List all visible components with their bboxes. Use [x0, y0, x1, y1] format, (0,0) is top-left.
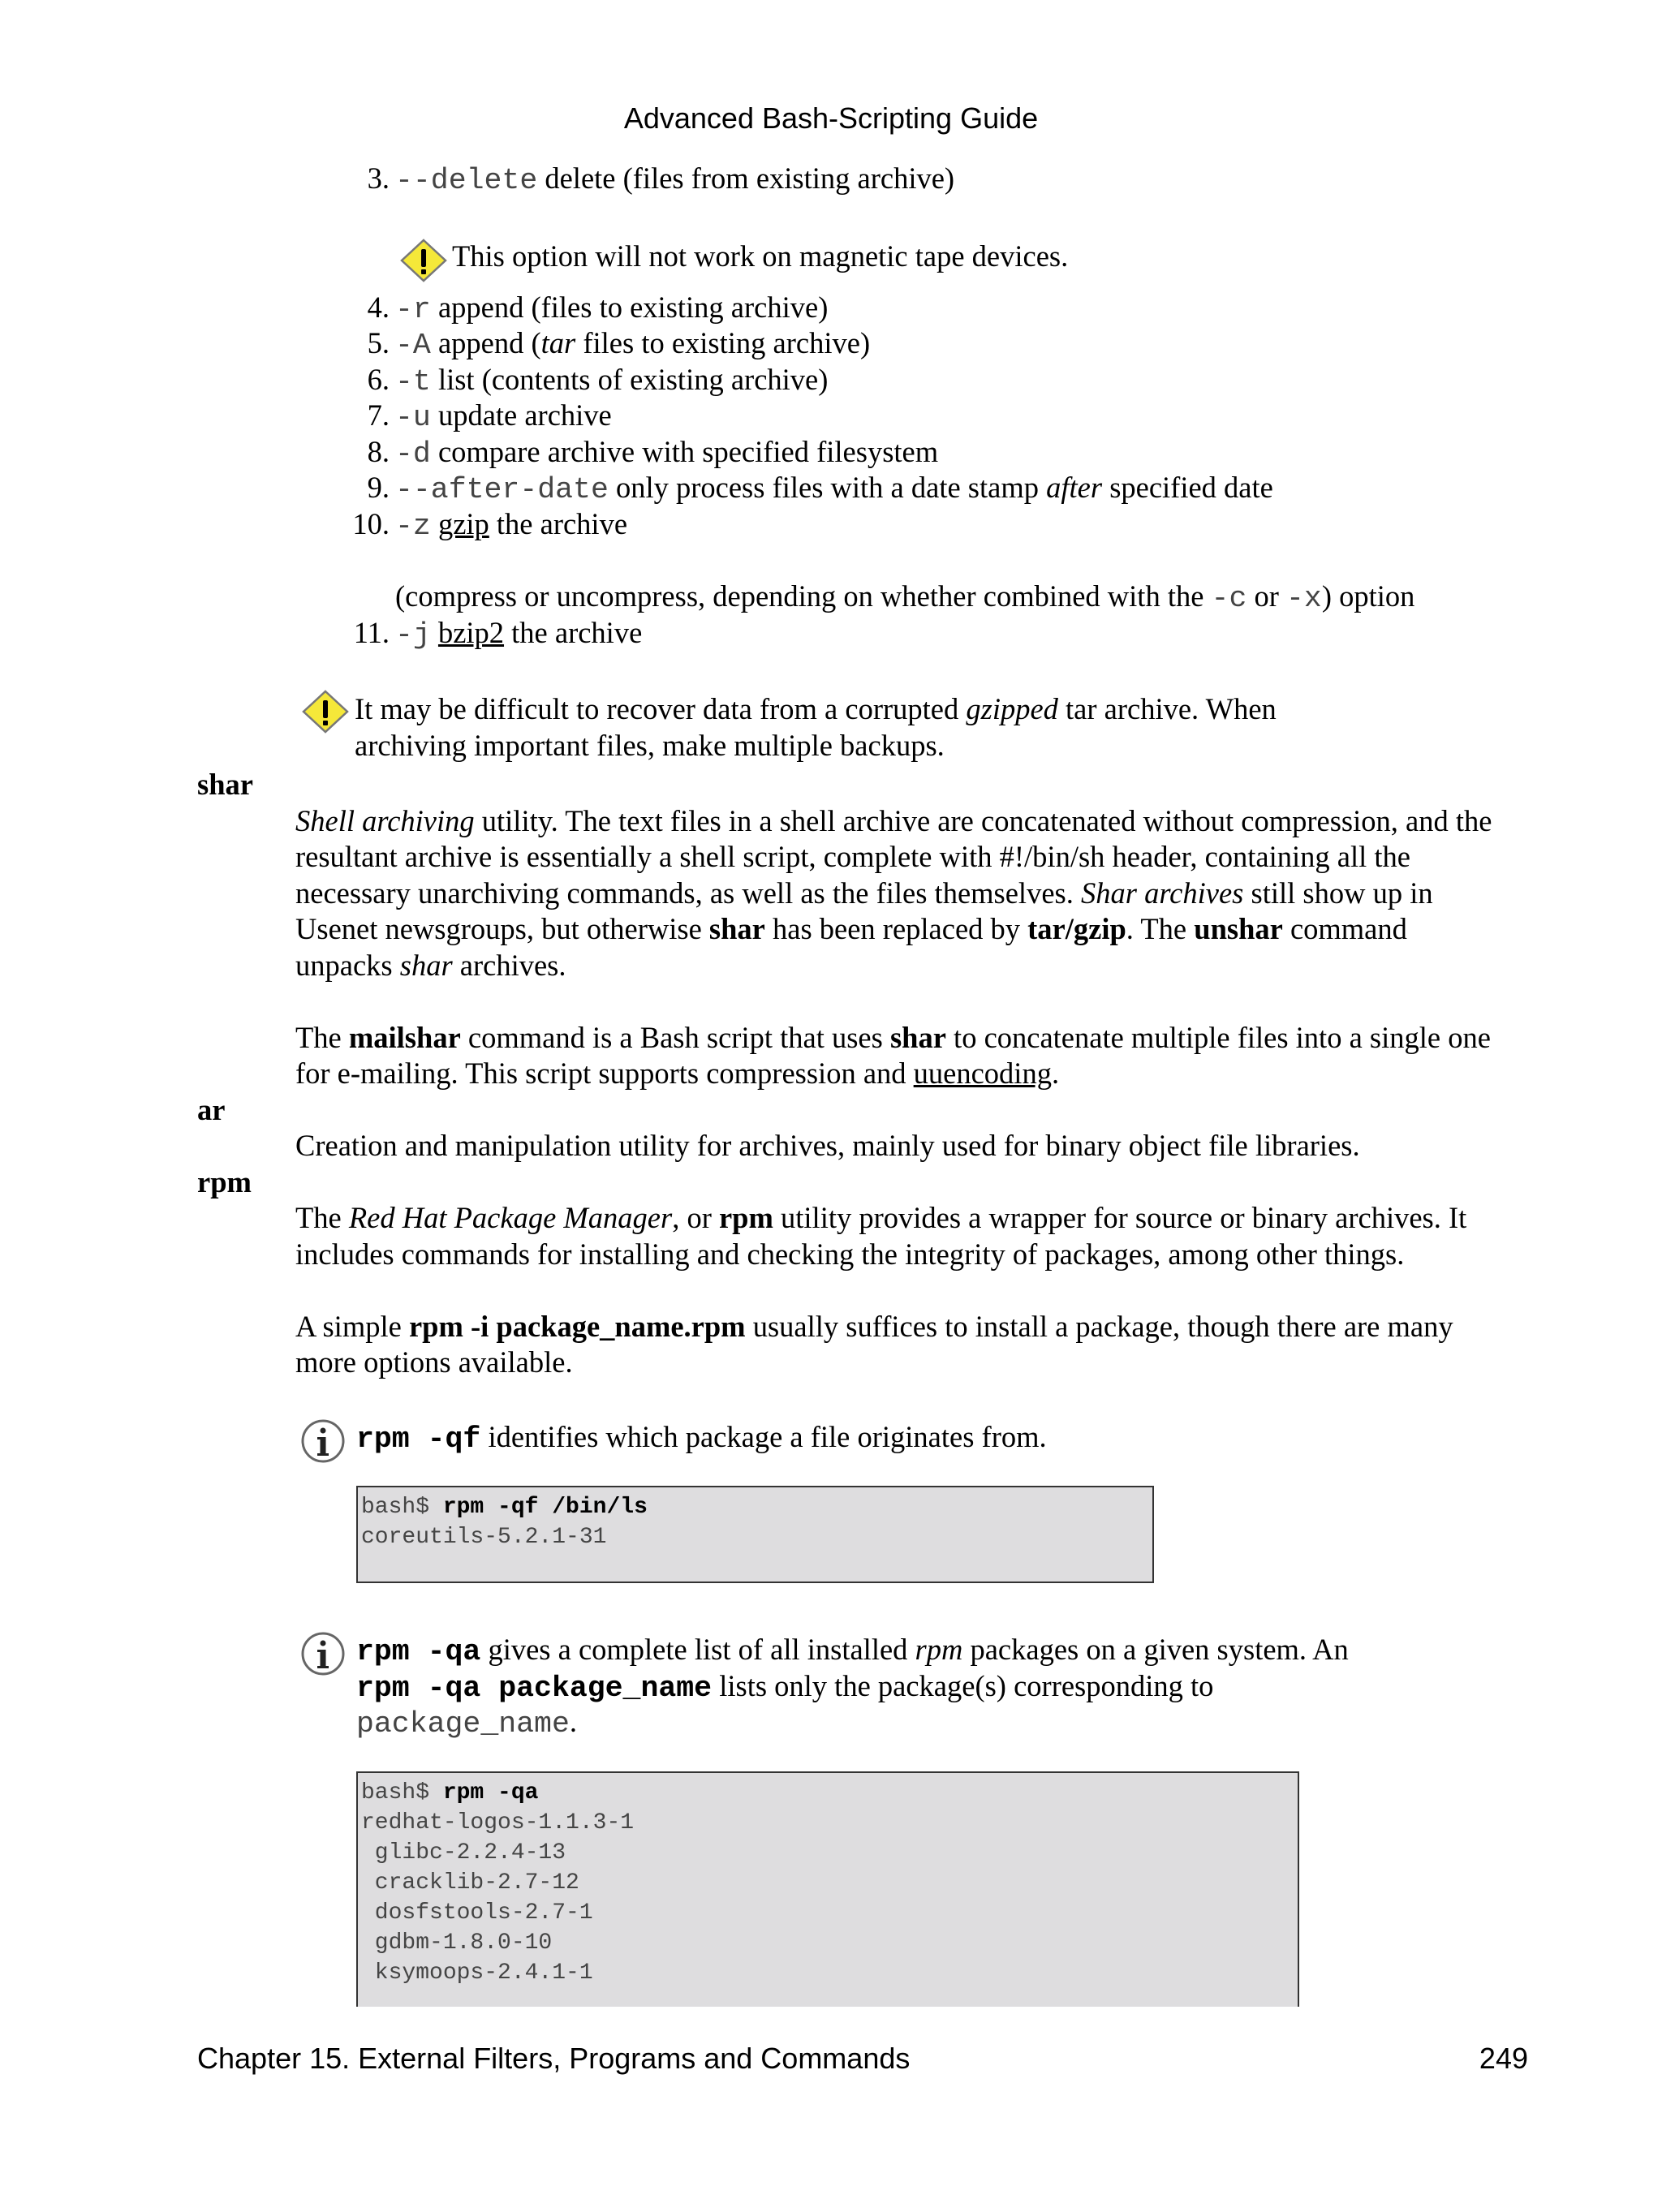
option-flag: --after-date [395, 473, 609, 506]
option-flag: -z [395, 510, 431, 543]
footer-chapter: Chapter 15. External Filters, Programs and Commands [197, 2042, 911, 2075]
option-flag: -t [395, 365, 431, 398]
info-icon [300, 1631, 346, 1676]
warning-icon [302, 690, 349, 734]
uuencoding-link[interactable]: uuencoding [913, 1057, 1052, 1090]
page-header-title: Advanced Bash-Scripting Guide [623, 101, 1039, 135]
warning-text: This option will not work on magnetic tape devices. [452, 239, 1069, 273]
info-icon [300, 1418, 346, 1464]
code-block: bash$ rpm -qa redhat-logos-1.1.3-1 glibc-2.2.4-13 cracklib-2.7-12 dosfstools-2.7-1 gdbm-1.8.0-10 ksymoops-2.4.1-1 [356, 1771, 1299, 2007]
option-flag: -r [395, 293, 431, 326]
list-item-note: (compress or uncompress, depending on whether combined with the -c or -x) option [395, 579, 1415, 615]
term-rpm: rpm [197, 1165, 252, 1199]
option-flag: -A [395, 329, 431, 362]
option-flag: -d [395, 437, 431, 471]
bzip2-link[interactable]: bzip2 [437, 616, 505, 649]
term-ar: ar [197, 1093, 226, 1126]
option-flag: --delete [395, 164, 538, 197]
warning-icon [400, 239, 447, 282]
warning-text: archiving important files, make multiple backups. [355, 729, 945, 762]
warning-text: It may be difficult to recover data from a corrupted gzipped tar archive. When [355, 692, 1277, 725]
page-number: 249 [1479, 2042, 1528, 2075]
code-block: bash$ rpm -qf /bin/ls coreutils-5.2.1-31 [356, 1486, 1154, 1583]
option-flag: -j [395, 618, 431, 652]
ar-description: Creation and manipulation utility for archives, mainly used for binary object file libraries. [295, 1129, 1360, 1162]
option-flag: -u [395, 401, 431, 434]
tip-text: rpm -qf identifies which package a file originates from. [356, 1420, 1047, 1456]
gzip-link[interactable]: gzip [437, 507, 489, 540]
term-shar: shar [197, 768, 253, 801]
